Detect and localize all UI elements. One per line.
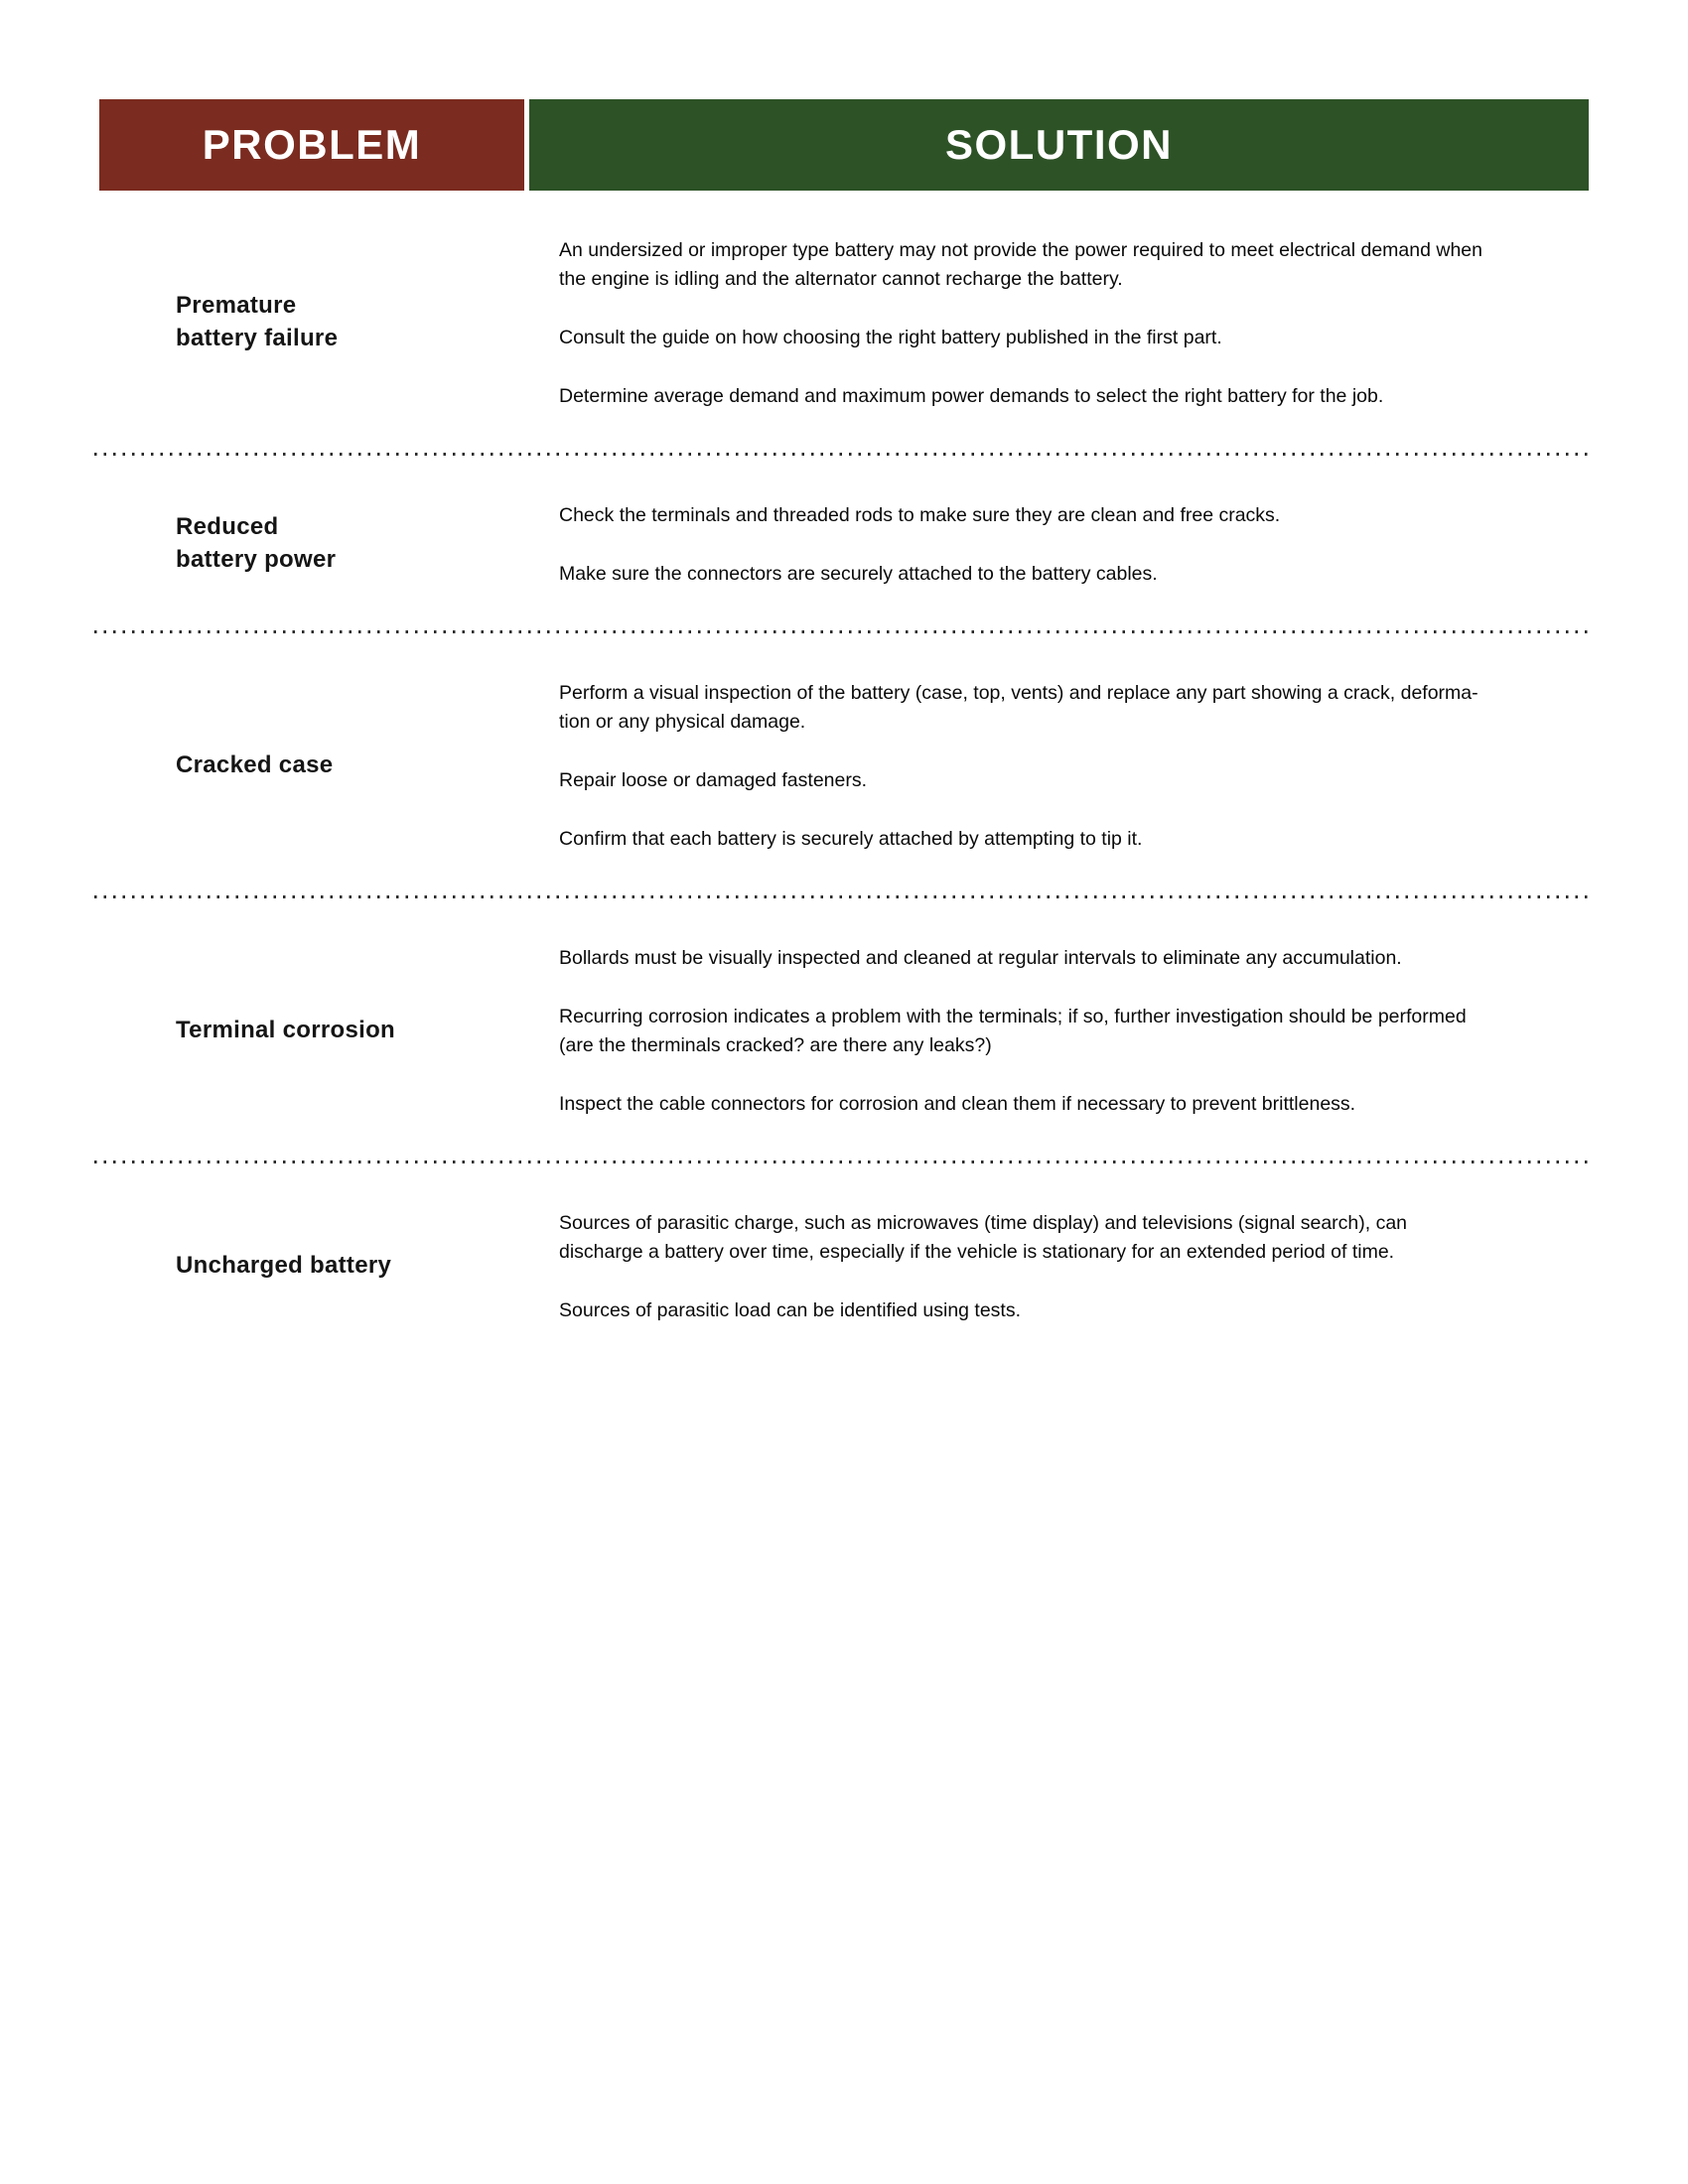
problem-cell [99, 1163, 524, 1367]
problem-title-line: battery failure [176, 325, 339, 351]
problem-title-line: Terminal corrosion [176, 1016, 396, 1043]
solution-line: Sources of parasitic load can be identified using tests. [559, 1299, 1022, 1321]
problem-title [176, 1249, 524, 1282]
problem-cell [99, 191, 524, 453]
problem-header: PROBLEM [99, 99, 524, 191]
solution-cell [524, 456, 1589, 630]
table-row [99, 191, 1589, 453]
table-row [99, 1163, 1589, 1367]
solution-paragraph [559, 825, 1579, 854]
problem-title [176, 289, 524, 354]
problem-title-line: battery power [176, 546, 337, 573]
solution-line: Confirm that each battery is securely attached by attempting to tip it. [559, 828, 1143, 850]
solution-line: Make sure the connectors are securely attached to the battery cables. [559, 563, 1158, 585]
solution-line: Perform a visual inspection of the battery (case, top, vents) and replace any part showing a crack, deforma- [559, 682, 1478, 704]
solution-line: An undersized or improper type battery may not provide the power required to meet electrical demand when [559, 239, 1482, 261]
problem-title-line: Premature [176, 292, 297, 319]
solution-paragraph [559, 1090, 1579, 1119]
solution-paragraph [559, 501, 1579, 530]
problem-title [176, 1014, 524, 1046]
solution-line: the engine is idling and the alternator cannot recharge the battery. [559, 268, 1123, 290]
problem-cell [99, 633, 524, 895]
table-row [99, 898, 1589, 1160]
solution-paragraph [559, 382, 1579, 411]
solution-header: SOLUTION [529, 99, 1589, 191]
comparison-table [99, 99, 1589, 1367]
solution-paragraph [559, 560, 1579, 589]
solution-cell [524, 898, 1589, 1160]
solution-paragraph [559, 236, 1579, 294]
solution-paragraph [559, 1297, 1579, 1325]
problem-cell [99, 898, 524, 1160]
problem-title [176, 749, 524, 781]
problem-title-line: Reduced [176, 513, 279, 540]
table-row [99, 633, 1589, 895]
solution-paragraph [559, 944, 1579, 973]
problem-cell [99, 456, 524, 630]
solution-cell [524, 1163, 1589, 1367]
rows [99, 191, 1589, 1367]
solution-line: discharge a battery over time, especially if the vehicle is stationary for an extended period of time. [559, 1241, 1395, 1263]
problem-title-line: Cracked case [176, 751, 334, 778]
solution-cell [524, 633, 1589, 895]
solution-line: Bollards must be visually inspected and cleaned at regular intervals to eliminate any accumulation. [559, 947, 1402, 969]
solution-paragraph [559, 1209, 1579, 1267]
solution-paragraph [559, 324, 1579, 352]
solution-paragraph [559, 766, 1579, 795]
solution-line: Consult the guide on how choosing the right battery published in the first part. [559, 327, 1222, 348]
problem-title-line: Uncharged battery [176, 1252, 392, 1279]
solution-line: Repair loose or damaged fasteners. [559, 769, 868, 791]
solution-line: Sources of parasitic charge, such as microwaves (time display) and televisions (signal search), can [559, 1212, 1408, 1234]
solution-paragraph [559, 1003, 1579, 1060]
solution-line: (are the therminals cracked? are there any leaks?) [559, 1034, 992, 1056]
solution-paragraph [559, 679, 1579, 737]
solution-line: Check the terminals and threaded rods to make sure they are clean and free cracks. [559, 504, 1281, 526]
solution-line: Inspect the cable connectors for corrosion and clean them if necessary to prevent brittleness. [559, 1093, 1356, 1115]
solution-line: tion or any physical damage. [559, 711, 806, 733]
solution-line: Recurring corrosion indicates a problem with the terminals; if so, further investigation should be performed [559, 1006, 1467, 1027]
table-header [99, 99, 1589, 191]
problem-title [176, 510, 524, 576]
solution-cell [524, 191, 1589, 453]
table-row [99, 456, 1589, 630]
solution-line: Determine average demand and maximum power demands to select the right battery for the job. [559, 385, 1384, 407]
